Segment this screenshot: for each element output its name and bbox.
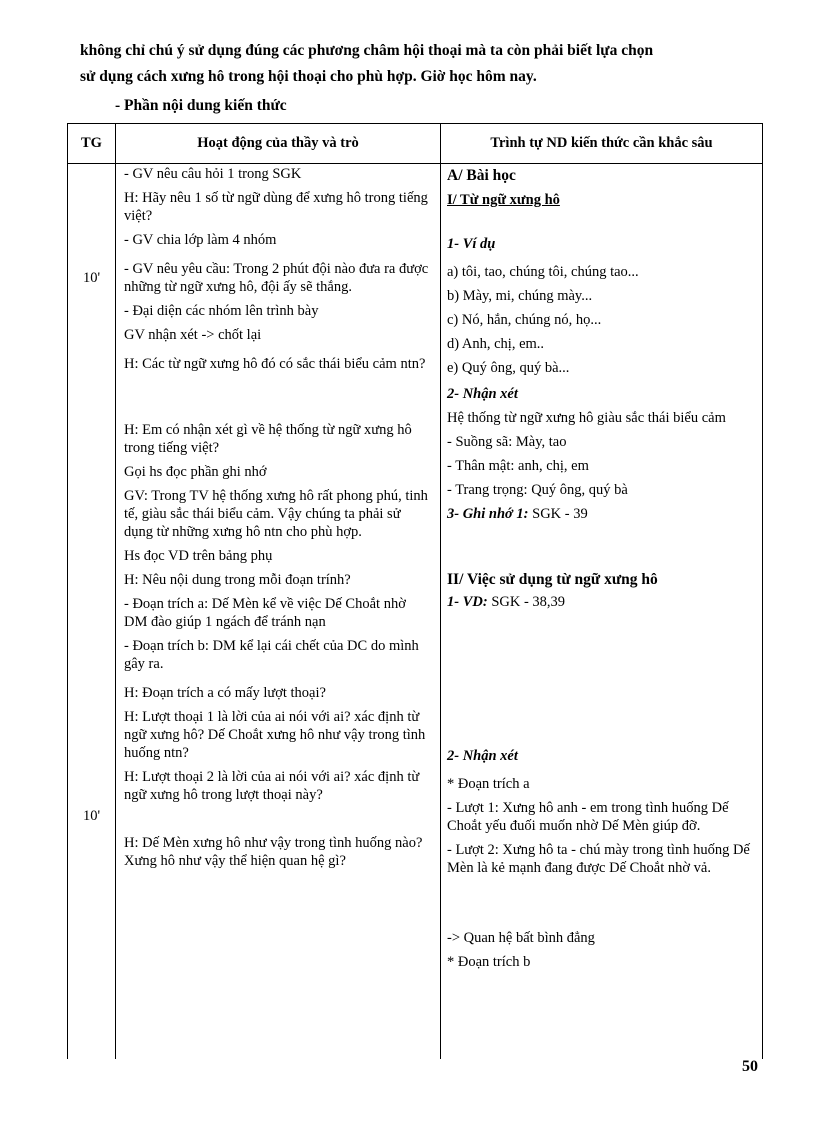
activity-item: H: Lượt thoại 2 là lời của ai nói với ai? xác định từ ngữ xưng hô trong lượt thoại này?	[124, 769, 420, 803]
heading-tu-ngu-xung-ho: I/ Từ ngữ xưng hô	[447, 192, 560, 208]
header-activity: Hoạt động của thầy và trò	[197, 135, 359, 151]
header-divider	[68, 163, 762, 164]
example-item: d) Anh, chị, em..	[447, 336, 545, 352]
activity-item: - GV nêu yêu cầu: Trong 2 phút đội nào đưa ra được những từ ngữ xưng hô, đội ấy sẽ thắng.	[124, 261, 429, 295]
lesson-table	[67, 123, 763, 1059]
activity-item: H: Hãy nêu 1 số từ ngữ dùng để xưng hô trong tiếng việt?	[124, 190, 428, 224]
quan-he: -> Quan hệ bất bình đẳng	[447, 930, 595, 946]
vd-ref	[447, 593, 755, 611]
heading-viec-su-dung: II/ Việc sử dụng từ ngữ xưng hô	[447, 571, 658, 588]
activity-item: GV nhận xét -> chốt lại	[124, 327, 262, 343]
activity-item: GV: Trong TV hệ thống xưng hô rất phong phú, tinh tế, giàu sắc thái biểu cảm. Vậy chúng ta phải sử dụng từ những xưng hô ntn cho phù hợp.	[124, 488, 428, 540]
heading-bai-hoc: A/ Bài học	[447, 167, 516, 184]
activity-item: H: Dế Mèn xưng hô như vậy trong tình huống nào? Xưng hô như vậy thể hiện quan hệ gì?	[124, 835, 423, 869]
luot-thoai-1: - Lượt 1: Xưng hô anh - em trong tình huống Dế Choắt yếu đuối muốn nhờ Dế Mèn giúp đỡ.	[447, 800, 729, 834]
example-item: a) tôi, tao, chúng tôi, chúng tao...	[447, 264, 639, 280]
label-nhan-xet: 2- Nhận xét	[447, 386, 518, 402]
activity-item: - GV nêu câu hỏi 1 trong SGK	[124, 166, 302, 182]
activity-item: - Đại diện các nhóm lên trình bày	[124, 303, 319, 319]
content-column	[447, 167, 755, 977]
ghi-nho-ref: SGK - 39	[528, 506, 588, 522]
activity-column	[124, 165, 429, 876]
luot-thoai-2: - Lượt 2: Xưng hô ta - chú mày trong tình huống Dế Mèn là kẻ mạnh đang được Dế Choắt nhờ vả.	[447, 842, 750, 876]
intro-line-2: sử dụng cách xưng hô trong hội thoại cho phù hợp. Giờ học hôm nay.	[80, 68, 537, 85]
example-item: e) Quý ông, quý bà...	[447, 360, 570, 376]
header-content: Trình tự ND kiến thức cần khắc sâu	[490, 135, 713, 151]
tone-item: - Trang trọng: Quý ông, quý bà	[447, 482, 628, 498]
activity-item: H: Các từ ngữ xưng hô đó có sắc thái biểu cảm ntn?	[124, 356, 426, 372]
activity-item: H: Lượt thoại 1 là lời của ai nói với ai? xác định từ ngữ xưng hô? Dế Choắt xưng hô như vậy trong tình huống ntn?	[124, 709, 426, 761]
tone-item: - Thân mật: anh, chị, em	[447, 458, 589, 474]
example-item: b) Mày, mi, chúng mày...	[447, 288, 593, 304]
time-mark: 10'	[82, 270, 101, 286]
time-mark: 10'	[82, 808, 101, 824]
column-divider	[115, 124, 116, 1059]
label-vi-du: 1- Ví dụ	[447, 236, 496, 252]
activity-item: Hs đọc VD trên bảng phụ	[124, 548, 273, 564]
doan-trich-b: * Đoạn trích b	[447, 954, 531, 970]
section-heading: - Phần nội dung kiến thức	[115, 97, 287, 114]
label-nhan-xet-2: 2- Nhận xét	[447, 748, 518, 764]
vd-ref-text: SGK - 38,39	[487, 594, 566, 610]
header-tg: TG	[81, 135, 102, 151]
activity-item: - Đoạn trích b: DM kể lại cái chết của DC do mình gây ra.	[124, 638, 419, 672]
ghi-nho	[447, 505, 755, 523]
tone-item: - Suồng sã: Mày, tao	[447, 434, 567, 450]
activity-item: - GV chia lớp làm 4 nhóm	[124, 232, 277, 248]
activity-item: H: Em có nhận xét gì về hệ thống từ ngữ xưng hô trong tiếng việt?	[124, 422, 412, 456]
example-item: c) Nó, hắn, chúng nó, họ...	[447, 312, 602, 328]
intro-paragraph	[80, 38, 760, 90]
activity-item: H: Nêu nội dung trong mỗi đoạn trính?	[124, 572, 351, 588]
label-vd: 1- VD:	[447, 594, 488, 610]
intro-line-1: không chỉ chú ý sử dụng đúng các phương châm hội thoại mà ta còn phải biết lựa chọn	[80, 42, 654, 59]
doan-trich-a: * Đoạn trích a	[447, 776, 530, 792]
activity-item: - Đoạn trích a: Dế Mèn kể về việc Dế Choắt nhờ DM đào giúp 1 ngách để tránh nạn	[124, 596, 406, 630]
activity-item: H: Đoạn trích a có mấy lượt thoại?	[124, 685, 326, 701]
activity-item: Gọi hs đọc phần ghi nhớ	[124, 464, 267, 480]
nhan-xet-text: Hệ thống từ ngữ xưng hô giàu sắc thái biểu cảm	[447, 410, 726, 426]
column-divider	[440, 124, 441, 1059]
page-number: 50	[742, 1058, 758, 1075]
label-ghi-nho: 3- Ghi nhớ 1:	[447, 506, 529, 522]
